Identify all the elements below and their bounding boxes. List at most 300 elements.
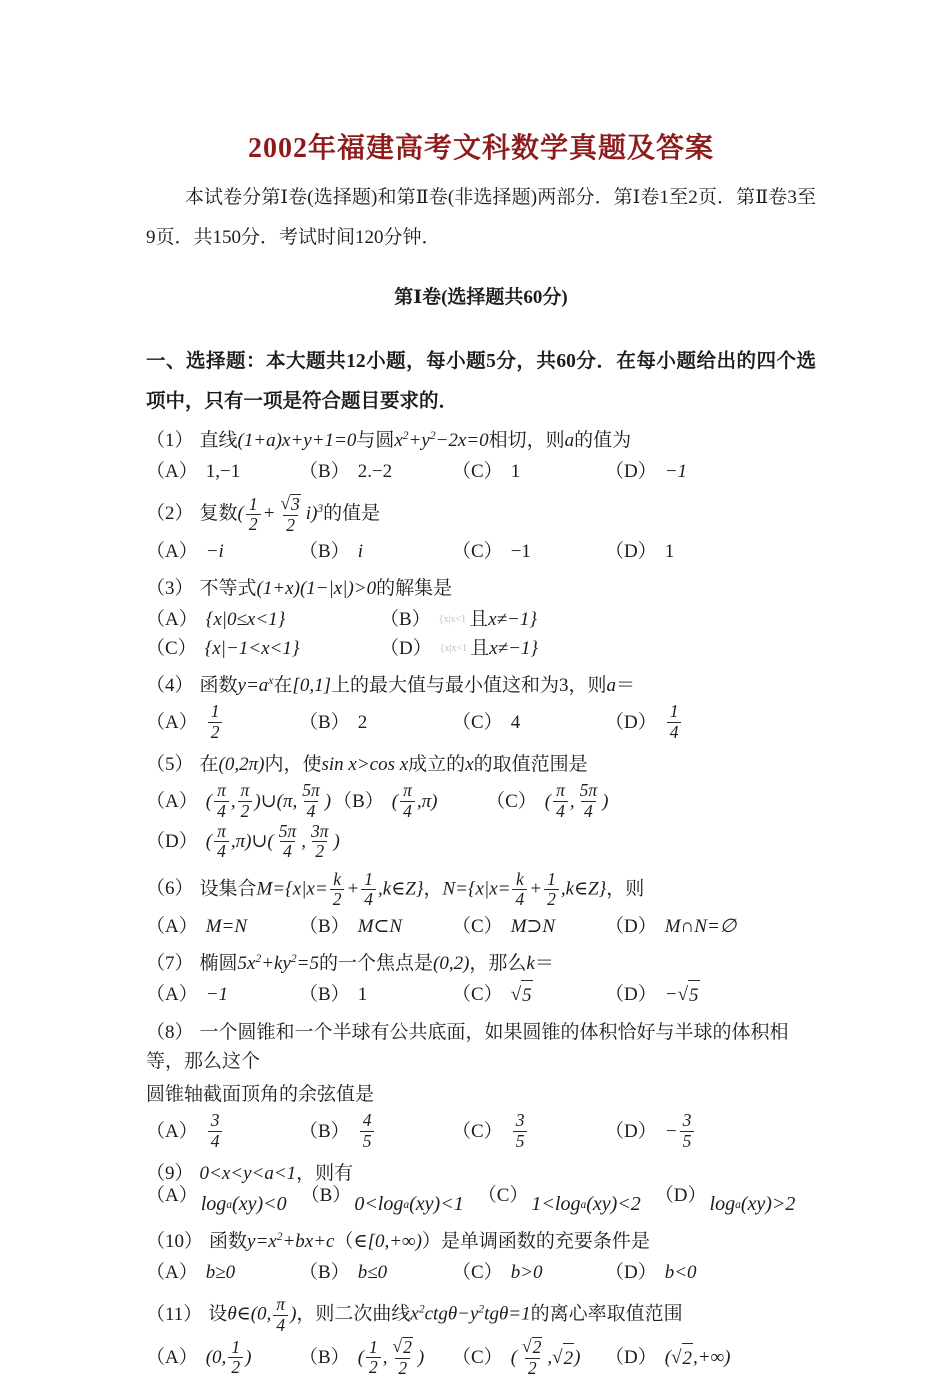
option-label: （C） (486, 790, 537, 812)
question-11 (146, 1292, 816, 1380)
fraction-numerator: 1 (669, 701, 679, 722)
fraction-denominator: 4 (214, 841, 229, 862)
math-text: (xy)<2 (586, 1193, 641, 1216)
text: 1 (357, 984, 368, 1006)
option-label: （B） (299, 461, 350, 482)
fraction-numerator: 1 (369, 1336, 378, 1357)
option-formula (511, 457, 521, 486)
option-label: （A） (146, 711, 198, 733)
math-text: −2x=0 (435, 430, 489, 451)
fraction-denominator: 5 (360, 1131, 375, 1152)
fraction-numerator: k (333, 868, 341, 889)
fraction-denominator: 2 (544, 889, 559, 910)
math-text: 5x (237, 952, 256, 974)
option-A (146, 1111, 297, 1151)
fraction-numerator: 1 (547, 868, 556, 889)
options-row (146, 1257, 816, 1289)
option-A (146, 457, 297, 486)
question-number: （3） (146, 578, 194, 600)
fraction-denominator: 2 (283, 515, 298, 536)
question-stem (146, 1015, 816, 1077)
math-text: ( (391, 790, 399, 812)
option-formula (206, 980, 228, 1009)
option-formula (665, 1258, 697, 1287)
text: 1 (664, 541, 675, 563)
math-text: , (382, 1347, 388, 1369)
math-text: (xy)<0 (232, 1193, 287, 1216)
fraction-numerator: 4 (362, 1109, 372, 1130)
option-A (146, 1258, 297, 1287)
intro-paragraph: 本试卷分第Ⅰ卷(选择题)和第Ⅱ卷(非选择题)两部分．第Ⅰ卷1至2页．第Ⅱ卷3至9页．共150分．考试时间120分钟． (146, 187, 816, 248)
option-B (380, 605, 612, 634)
option-D (605, 1343, 756, 1373)
option-D (146, 822, 340, 862)
fraction-denominator: 5 (680, 1131, 695, 1152)
question-stem (146, 946, 816, 979)
option-B (299, 457, 450, 486)
fraction-numerator: 3 (515, 1109, 525, 1130)
text: 1 (510, 461, 521, 482)
text: 1,−1 (205, 461, 241, 482)
option-label: （A） (146, 790, 198, 812)
option-A (146, 912, 297, 941)
question-number: （4） (146, 675, 194, 697)
option-C (477, 1185, 641, 1219)
option-formula (358, 1111, 377, 1151)
text: 相切，则 (488, 430, 565, 451)
fraction-numerator: π (556, 780, 565, 801)
fraction (214, 822, 229, 862)
option-A (146, 537, 297, 566)
option-C (146, 634, 378, 663)
option-label: （B） (333, 790, 384, 812)
option-formula (206, 822, 340, 862)
option-label: （C） (452, 1120, 503, 1142)
math-text: =5 (296, 952, 319, 974)
text: 成立的 (408, 754, 466, 776)
superscript: 2 (255, 952, 262, 965)
option-label: （D） (605, 541, 657, 563)
math-text: ) (417, 1347, 425, 1369)
text: ＝ (615, 675, 635, 697)
fraction (544, 870, 559, 910)
option-formula (358, 912, 402, 941)
math-text: , (547, 1347, 553, 1369)
question-stem (146, 1292, 816, 1336)
option-label: （B） (299, 1347, 350, 1369)
fraction-denominator: 4 (667, 722, 682, 743)
text: 直线 (199, 430, 238, 451)
math-text: ( (357, 1347, 365, 1369)
option-formula (440, 634, 538, 663)
text: 函数 (199, 675, 238, 697)
math-text: ( (205, 790, 213, 812)
options-row (146, 911, 816, 943)
option-formula (358, 537, 363, 566)
fraction-numerator: π (217, 820, 226, 841)
fraction (276, 822, 300, 862)
fraction (680, 1111, 695, 1151)
text: 在 (199, 754, 219, 776)
fraction-numerator: 3π (310, 820, 329, 841)
fraction (512, 870, 527, 910)
text: （ (334, 1231, 354, 1253)
superscript: 2 (429, 430, 436, 442)
fraction (208, 1111, 223, 1151)
question-2 (146, 491, 816, 568)
options-row (146, 1185, 816, 1221)
option-D (654, 1185, 796, 1219)
math-text: a (564, 430, 575, 451)
math-text: ,π)∪( (230, 831, 274, 853)
option-label: （A） (146, 915, 198, 937)
option-label: （D） (146, 831, 198, 853)
math-text: +ky (261, 952, 291, 974)
option-label: （C） (452, 1347, 503, 1369)
fraction-denominator: 4 (361, 889, 376, 910)
math-text: {x|0≤x<1} (205, 609, 286, 631)
question-stem (146, 668, 816, 701)
text: 内，使 (264, 754, 322, 776)
option-formula (206, 781, 331, 821)
sqrt-radical: √ 2 (522, 1336, 542, 1358)
fraction-denominator: 2 (238, 801, 253, 822)
math-text: y=x (247, 1231, 277, 1253)
option-label: （D） (605, 1262, 657, 1284)
options-row (146, 604, 626, 665)
fraction (360, 1111, 375, 1151)
fraction-denominator: 4 (280, 841, 295, 862)
option-B (299, 1111, 450, 1151)
option-formula (665, 912, 737, 941)
math-text: M∩N=∅ (664, 915, 737, 937)
option-formula (511, 708, 521, 737)
option-formula (206, 1111, 225, 1151)
math-text: x (465, 754, 474, 776)
option-formula (206, 537, 224, 566)
fraction-numerator: π (240, 780, 250, 801)
fraction (513, 1111, 528, 1151)
fraction-denominator: 4 (304, 801, 319, 822)
fraction-numerator: 1 (364, 868, 374, 889)
text: 且 (470, 638, 490, 660)
math-text: 1<log (531, 1193, 581, 1216)
option-label: （D） (605, 1347, 657, 1369)
option-label: （D） (605, 984, 657, 1006)
fraction-denominator: 2 (366, 1357, 381, 1378)
option-B (300, 1185, 464, 1219)
superscript: 2 (418, 1303, 425, 1316)
option-label: （D） (654, 1185, 707, 1207)
text: 4 (510, 711, 521, 733)
sqrt-radicand: 2 (682, 1343, 694, 1373)
math-text: ( (664, 1347, 672, 1369)
text: −1 (510, 541, 531, 563)
math-text: −i (205, 541, 224, 563)
fraction-denominator: 4 (553, 801, 568, 822)
sqrt-radicand: 3 (291, 494, 300, 514)
question-stem (146, 747, 816, 780)
math-text: sin x>cos x (321, 754, 409, 776)
option-C (452, 1258, 603, 1287)
text: 椭圆 (199, 952, 238, 974)
option-formula (206, 605, 286, 634)
option-label: （B） (299, 984, 350, 1006)
math-text: ) (602, 790, 609, 812)
option-B (333, 781, 484, 821)
fraction (238, 781, 253, 821)
option-B (299, 708, 450, 737)
math-text: b<0 (664, 1262, 697, 1284)
math-text: M⊂N (357, 915, 403, 937)
fraction-numerator: 5π (278, 820, 297, 841)
fraction (519, 1337, 545, 1378)
option-label: （A） (146, 609, 198, 631)
option-label: （D） (605, 711, 657, 733)
math-text: i (357, 541, 363, 563)
math-text: log (709, 1193, 736, 1216)
option-D (605, 912, 756, 941)
fraction (214, 781, 229, 821)
math-text: N={x|x= (442, 878, 511, 900)
math-text: ctgθ−y (424, 1303, 479, 1325)
option-label: （A） (146, 984, 198, 1006)
math-text: − (664, 984, 678, 1006)
fraction-numerator (519, 1337, 545, 1358)
option-formula: 1<log a (xy)<2 (531, 1190, 640, 1219)
option-label: （B） (299, 1262, 350, 1284)
fraction-numerator (277, 494, 303, 515)
sqrt-radicand: 2 (563, 1343, 575, 1373)
question-number: （5） (146, 754, 194, 776)
option-formula (358, 980, 368, 1009)
fraction (330, 870, 345, 910)
math-text: + (346, 878, 360, 900)
math-text: tgθ=1 (484, 1303, 531, 1325)
option-label: （C） (452, 984, 503, 1006)
option-label: （A） (146, 1185, 198, 1207)
option-formula (511, 912, 555, 941)
question-number: （8） (146, 1021, 194, 1043)
option-label: （D） (380, 638, 432, 660)
question-number: （11） (146, 1303, 203, 1325)
fraction-denominator: 2 (246, 514, 261, 535)
section1-heading: 一、选择题：本大题共12小题，每小题5分，共60分．在每小题给出的四个选项中，只有一项是符合题目要求的． (146, 351, 816, 412)
question-stem-continued (146, 1077, 816, 1110)
option-A (146, 1185, 287, 1219)
superscript: 3 (317, 502, 324, 515)
fraction-denominator: 4 (214, 801, 229, 822)
option-formula (439, 605, 537, 634)
math-text: + (529, 878, 543, 900)
math-text: θ∈(0, (227, 1303, 272, 1325)
option-label: （C） (452, 1262, 503, 1284)
text: ＝ (534, 952, 554, 974)
math-text: k (526, 952, 535, 974)
text: 2 (357, 711, 368, 733)
math-text: ( (205, 831, 213, 853)
math-text: (xy)>2 (740, 1193, 796, 1216)
text: 的取值范围是 (473, 754, 588, 776)
option-label: （C） (452, 541, 503, 563)
options-row (146, 979, 816, 1012)
question-number: （9） (146, 1163, 194, 1185)
superscript: 2 (478, 1303, 485, 1316)
option-label: （B） (299, 1120, 350, 1142)
fraction (400, 781, 415, 821)
option-C (452, 708, 603, 737)
math-text: + (262, 502, 276, 524)
math-text: −1 (205, 984, 229, 1006)
math-text: 0<x<y<a<1 (199, 1163, 297, 1185)
math-text: ) (574, 1347, 581, 1369)
fraction (208, 702, 223, 742)
option-label: （A） (146, 1262, 198, 1284)
option-formula (206, 1258, 235, 1287)
math-text: (0,2) (433, 952, 470, 974)
fraction (667, 702, 682, 742)
math-text: ( (237, 502, 244, 524)
math-text: ) (324, 790, 332, 812)
text: 2.−2 (357, 461, 393, 482)
option-label: （B） (299, 711, 350, 733)
text: 圆锥轴截面顶角的余弦值是 (146, 1083, 375, 1105)
option-formula (545, 781, 609, 821)
option-formula (392, 781, 438, 821)
option-A (146, 702, 297, 742)
text: 一个圆锥和一个半球有公共底面，如果圆锥的体积恰好与半球的体积相等，那么这个 (146, 1021, 789, 1072)
option-formula (665, 1111, 697, 1151)
fraction-numerator: 3 (210, 1109, 220, 1130)
sqrt-radical: √ 5 (511, 980, 533, 1010)
option-A (146, 781, 331, 821)
text: 的解集是 (376, 578, 453, 600)
math-text: (0, (205, 1347, 227, 1369)
options-row (146, 701, 816, 744)
faint-text: {x|x<1 (439, 643, 468, 655)
option-B (299, 1258, 450, 1287)
math-text: M={x|x= (256, 878, 328, 900)
math-text: 0<log (354, 1193, 404, 1216)
option-label: （C） (477, 1185, 529, 1207)
sqrt-radicand: 5 (521, 980, 533, 1010)
option-label: （A） (146, 1120, 198, 1142)
option-C (452, 1337, 603, 1378)
question-8 (146, 1015, 816, 1153)
math-text: i) (305, 502, 318, 524)
option-formula: 0<log a (xy)<1 (354, 1190, 463, 1219)
option-formula (665, 702, 684, 742)
text: 复数 (199, 502, 238, 524)
option-label: （B） (299, 541, 350, 563)
question-number: （6） (146, 878, 194, 900)
option-label: （C） (452, 915, 503, 937)
math-text: ) (245, 1347, 252, 1369)
fraction-numerator: 5π (579, 780, 598, 801)
text: ，那么 (469, 952, 527, 974)
question-1 (146, 423, 816, 488)
math-text: +bx+c (282, 1231, 335, 1253)
math-text: (1+a)x+y+1=0 (237, 430, 357, 451)
math-text: M=N (205, 915, 248, 937)
part1-heading: 第Ⅰ卷(选择题共60分) (394, 287, 568, 308)
math-text: M⊃N (510, 915, 556, 937)
question-4 (146, 668, 816, 744)
option-formula (665, 1343, 731, 1373)
math-text: x (410, 1303, 419, 1325)
option-formula (358, 1337, 425, 1378)
fraction-denominator: 4 (400, 801, 415, 822)
sqrt-radicand: 5 (688, 980, 700, 1010)
math-text: , (301, 831, 306, 853)
question-stem (146, 423, 816, 456)
fraction-numerator: k (515, 868, 524, 889)
option-C (452, 912, 603, 941)
option-B (299, 912, 450, 941)
text: 在 (273, 675, 293, 697)
option-label: （B） (300, 1185, 352, 1207)
option-formula (665, 537, 675, 566)
option-D (605, 1111, 756, 1151)
text: 与圆 (356, 430, 395, 451)
page-title: 2002年福建高考文科数学真题及答案 (247, 133, 714, 164)
option-C (452, 537, 603, 566)
text: ，则二次曲线 (296, 1303, 411, 1325)
math-text: {x|−1<x<1} (204, 638, 300, 660)
sqrt-radical: √ 3 (280, 493, 300, 514)
math-text: b≤0 (357, 1262, 388, 1284)
fraction-numerator (390, 1337, 416, 1358)
text: ， (423, 878, 443, 900)
math-text: (1+x)(1−|x|)>0 (256, 578, 377, 600)
option-label: （B） (380, 609, 431, 631)
fraction-numerator: π (276, 1294, 286, 1315)
option-label: （A） (146, 1347, 198, 1369)
option-B (299, 537, 450, 566)
questions-list (146, 423, 816, 1381)
fraction (361, 870, 376, 910)
question-stem (146, 1224, 816, 1257)
text: ，则 (606, 878, 645, 900)
math-text: +y (408, 430, 430, 451)
sqrt-radical: √ 5 (678, 980, 700, 1010)
faint-text: {x|x<1 (438, 614, 467, 626)
option-label: （C） (452, 711, 503, 733)
question-number: （1） (146, 430, 194, 451)
fraction (246, 495, 261, 535)
math-text: − (664, 1120, 678, 1142)
question-number: （10） (146, 1231, 204, 1253)
math-text: b>0 (510, 1262, 543, 1284)
math-text: (xy)<1 (409, 1193, 464, 1216)
option-label: （C） (452, 461, 503, 482)
fraction-numerator: π (403, 780, 412, 801)
question-7 (146, 946, 816, 1012)
math-text: log (200, 1193, 227, 1216)
question-number: （7） (146, 952, 194, 974)
question-9 (146, 1156, 816, 1221)
options-row (146, 456, 816, 488)
option-B (299, 980, 450, 1009)
option-formula (205, 634, 300, 663)
math-text: [0,1] (292, 675, 331, 697)
question-5 (146, 747, 816, 863)
option-formula (665, 457, 687, 486)
option-label: （D） (605, 461, 657, 482)
option-formula (358, 708, 368, 737)
option-label: （B） (299, 915, 350, 937)
option-C (452, 980, 603, 1010)
